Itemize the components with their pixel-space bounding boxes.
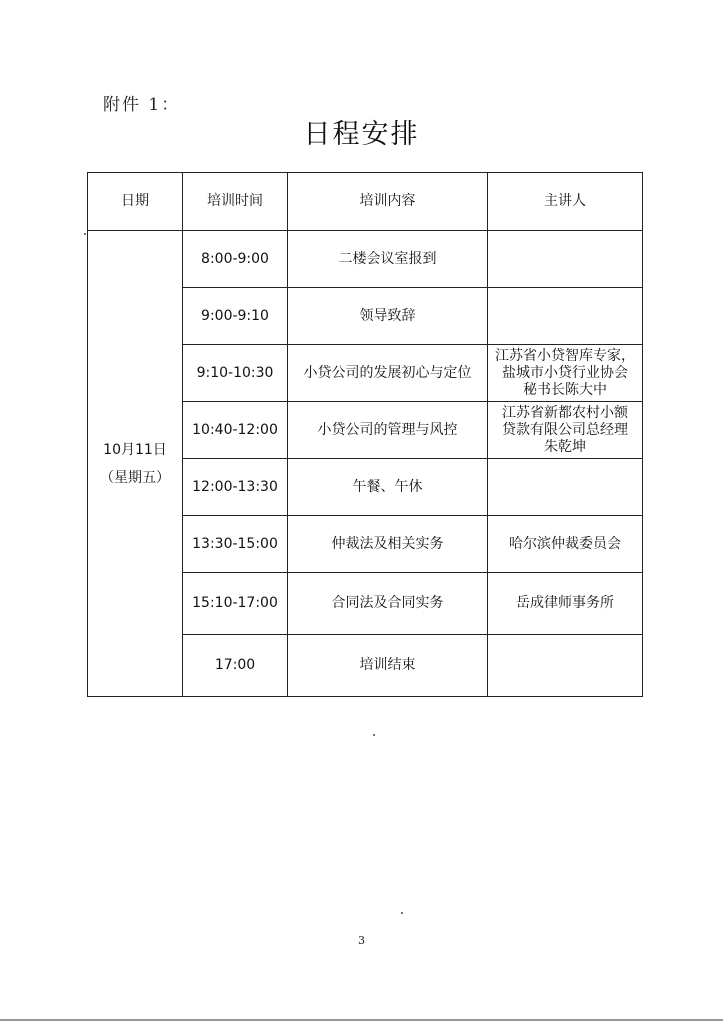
speaker-line: 岳成律师事务所 [516,595,614,611]
speaker-cell [488,345,643,402]
scan-speck [401,912,403,914]
date-cell [88,231,183,697]
speaker-line: 朱乾坤 [544,438,586,455]
content-cell: 小贷公司的发展初心与定位 [288,345,488,402]
date-weekday: （星期五） [100,469,170,486]
speaker-line: 秘书长陈大中 [523,381,607,398]
schedule-table [87,172,643,697]
header-date: 日期 [88,173,183,231]
speaker-line: 江苏省小贷智库专家， [495,347,635,364]
speaker-cell [488,459,643,516]
speaker-cell [488,635,643,697]
scan-speck [84,233,86,235]
scan-edge-line [0,1019,723,1021]
speaker-cell [488,516,643,573]
content-cell: 合同法及合同实务 [288,573,488,635]
content-cell: 二楼会议室报到 [288,231,488,288]
attachment-label: 附件 1： [103,95,181,115]
speaker-line: 贷款有限公司总经理 [502,421,628,438]
scan-speck [373,734,375,736]
speaker-cell [488,402,643,459]
header-speaker: 主讲人 [488,173,643,231]
time-cell: 12:00-13:30 [183,459,288,516]
page-title: 日程安排 [303,119,420,150]
content-cell: 小贷公司的管理与风控 [288,402,488,459]
time-cell: 10:40-12:00 [183,402,288,459]
speaker-cell [488,288,643,345]
time-cell: 17:00 [183,635,288,697]
time-cell: 9:10-10:30 [183,345,288,402]
speaker-cell [488,573,643,635]
content-cell: 仲裁法及相关实务 [288,516,488,573]
speaker-cell [488,231,643,288]
header-time: 培训时间 [183,173,288,231]
speaker-line: 江苏省新都农村小额 [502,404,628,421]
header-content: 培训内容 [288,173,488,231]
table-row [88,231,643,288]
table-header-row [88,173,643,231]
content-cell: 培训结束 [288,635,488,697]
speaker-line: 哈尔滨仲裁委员会 [509,535,621,552]
time-cell: 8:00-9:00 [183,231,288,288]
time-cell: 13:30-15:00 [183,516,288,573]
date-day: 10月11日 [103,441,167,458]
page-number: 3 [358,934,365,947]
content-cell: 午餐、午休 [288,459,488,516]
content-cell: 领导致辞 [288,288,488,345]
time-cell: 9:00-9:10 [183,288,288,345]
time-cell: 15:10-17:00 [183,573,288,635]
speaker-line: 盐城市小贷行业协会 [502,364,628,381]
